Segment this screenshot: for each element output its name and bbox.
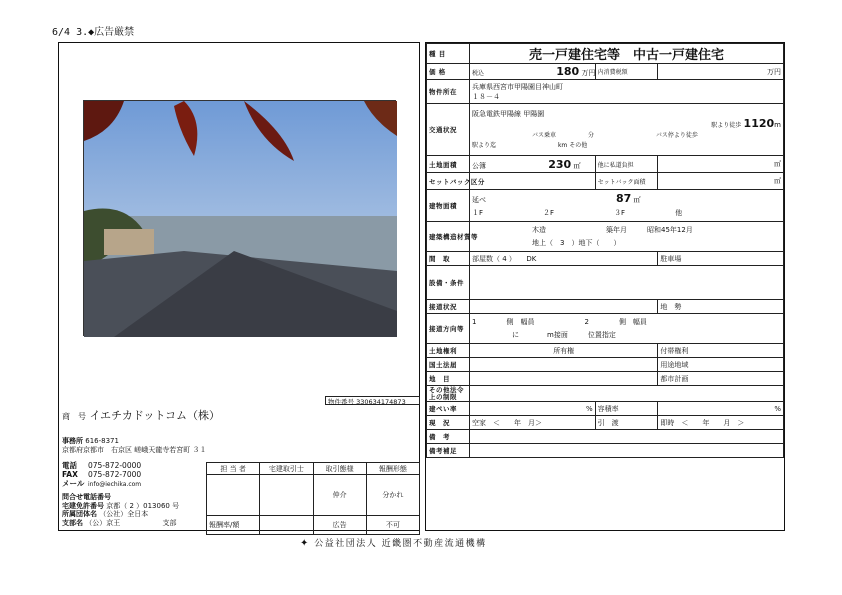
remarks-label: 備 考	[427, 430, 470, 444]
private-road-label: 他に私道負担	[595, 156, 658, 173]
bus-walk: バス停より徒歩	[655, 131, 698, 139]
building-area-label: 建物面積	[427, 190, 470, 222]
bus-label: バス乗車	[532, 131, 557, 139]
walk-label: 駅より徒歩	[711, 121, 742, 129]
license-label: 宅建免許番号	[62, 501, 104, 510]
photo-scene	[84, 101, 397, 337]
price-value: 180	[556, 65, 580, 78]
org-logo-icon: ✦	[300, 538, 310, 549]
ad-label: 広告	[313, 516, 366, 535]
layout-rooms: 部屋数（ 4 ） DK	[470, 252, 658, 266]
fee-label: 報酬形態	[366, 463, 419, 475]
structure-material: 木造	[532, 225, 546, 234]
property-photo	[83, 100, 396, 336]
mail-value: info@iechika.com	[88, 481, 142, 488]
setback-unit: ㎡	[658, 173, 784, 190]
form-label: 宅建取引士	[260, 463, 313, 475]
land-area-value: 230	[548, 157, 572, 171]
equipment-label: 設備・条件	[427, 266, 470, 300]
lease-label: 付帯権利	[658, 344, 784, 358]
road-status-label: 接道状況	[427, 300, 470, 314]
price-prefix: 税込	[472, 70, 485, 77]
fax-value: 075-872-7000	[88, 470, 142, 479]
building-area-cell	[470, 190, 784, 222]
setback-area-label: セットバック面積	[595, 173, 658, 190]
transport-label: 交通状況	[427, 104, 470, 156]
land-right-value: 所有権	[470, 344, 658, 358]
land-area-cell	[470, 156, 596, 173]
bcr-label: 建ぺい率	[427, 402, 470, 416]
city-plan-label: 都市計画	[658, 372, 784, 386]
f3-label: ３F	[614, 208, 626, 217]
year-value: 昭和45年12月	[647, 225, 693, 234]
land-law-label: 国土法届	[427, 358, 470, 372]
mail-label: メール	[62, 479, 85, 488]
tax-label: 内消費税額	[595, 64, 658, 80]
property-details-panel	[425, 42, 785, 531]
branch-value: （公）京王	[85, 518, 121, 527]
bcr-unit: %	[470, 402, 596, 416]
office-address: 京都府京都市 右京区 嵯峨天龍寺若宮町 ３１	[62, 446, 207, 454]
handover-label: 引 渡	[595, 416, 658, 430]
staff-table	[206, 462, 420, 535]
fee-value: 分かれ	[366, 475, 419, 516]
floors-value: 地上（ 3 ）地下（ ）	[532, 238, 621, 247]
page-header: 6/4 3.◆広告厳禁	[52, 27, 135, 38]
far-unit: %	[658, 402, 784, 416]
road-dir-cell	[470, 314, 784, 344]
price-label: 価 格	[427, 64, 470, 80]
branch-suffix: 支部	[162, 518, 177, 527]
remarks2-label: 備考補足	[427, 444, 470, 458]
property-number	[325, 396, 420, 405]
remarks2-value	[470, 444, 784, 458]
location-number: １８－４	[472, 92, 500, 101]
parking-label: 駐車場	[658, 252, 784, 266]
structure-label: 建築構造材質等	[427, 222, 470, 252]
role-label: 取引態様	[313, 463, 366, 475]
road-dir-label: 接道方向等	[427, 314, 470, 344]
handover-value: 即時 ＜ 年 月 ＞	[658, 416, 784, 430]
tel-label: 電話	[62, 461, 77, 470]
price-unit: 万円	[581, 69, 596, 77]
footer-org	[300, 536, 487, 549]
property-number-label: 物件番号	[328, 398, 354, 406]
license-value: 京都（ 2 ）013060 号	[106, 501, 180, 510]
use-zone-label: 用途地域	[658, 358, 784, 372]
year-label: 築年月	[606, 225, 627, 234]
group-label: 所属団体名	[62, 510, 97, 518]
location-cell	[470, 80, 784, 104]
tel-value: 075-872-0000	[88, 461, 142, 470]
land-category-label: 地 目	[427, 372, 470, 386]
transport-line: 阪急電鉄甲陽線 甲陽園	[472, 109, 545, 118]
trade-label: 商 号	[62, 412, 86, 421]
person-label: 担 当 者	[207, 463, 260, 475]
road-side-1-text: 側 幅員	[506, 317, 535, 326]
transport-cell	[470, 104, 784, 156]
office-label: 事務所	[62, 437, 83, 445]
far-label: 容積率	[595, 402, 658, 416]
branch-label: 支部名	[62, 518, 83, 527]
location-address: 兵庫県西宮市甲陽園目神山町	[472, 82, 563, 91]
other-limits-label: その他法令上の制限	[427, 386, 470, 402]
other-limits-value	[470, 386, 784, 402]
km-label: 駅より迄	[472, 141, 497, 149]
other-floor-label: 他	[675, 208, 683, 217]
other-transport: その他	[569, 141, 588, 149]
layout-label: 間 取	[427, 252, 470, 266]
price-cell	[470, 64, 596, 80]
road-touch: に m接面	[512, 330, 568, 339]
postal-code: 616-8371	[85, 437, 119, 445]
reward-label: 報酬率/額	[207, 516, 260, 535]
road-status-value	[470, 300, 658, 314]
land-right-label: 土地権利	[427, 344, 470, 358]
person-value	[207, 475, 260, 516]
private-road-unit: ㎡	[658, 156, 784, 173]
footer-text: 公益社団法人 近畿圏不動産流通機構	[314, 539, 487, 549]
fax-label: FAX	[62, 470, 78, 479]
land-area-type: 公簿	[472, 161, 486, 170]
role-value: 仲介	[313, 475, 366, 516]
equipment-value	[470, 266, 784, 300]
structure-cell	[470, 222, 784, 252]
km-unit: km	[557, 141, 568, 149]
total-unit: ㎡	[633, 195, 641, 204]
tax-unit: 万円	[658, 64, 784, 80]
group-value: （公社）全日本	[99, 510, 149, 518]
trade-name: イエチカドットコム（株）	[89, 409, 220, 422]
setback-value	[470, 173, 596, 190]
total-value: 87	[616, 191, 632, 205]
terrain-label: 地 勢	[658, 300, 784, 314]
road-side-2-text: 側 幅員	[618, 317, 647, 326]
location-label: 物件所在	[427, 80, 470, 104]
total-label: 延べ	[472, 195, 486, 204]
road-spec: 位置指定	[587, 330, 616, 339]
form-value	[260, 475, 313, 516]
bus-unit: 分	[587, 131, 594, 139]
remarks-value	[470, 430, 784, 444]
walk-unit: m	[774, 120, 781, 129]
land-law-value	[470, 358, 658, 372]
f2-label: ２F	[543, 208, 555, 217]
f1-label: １F	[472, 208, 484, 217]
status-label: 現 況	[427, 416, 470, 430]
land-category-value	[470, 372, 658, 386]
ad-value: 不可	[366, 516, 419, 535]
type-label: 種 目	[427, 44, 470, 64]
reward-value	[260, 516, 313, 535]
land-area-unit: ㎡	[573, 161, 581, 170]
setback-label: セットバック区分	[427, 173, 470, 190]
walk-value: 1120	[743, 116, 775, 130]
type-value: 売一戸建住宅等 中古一戸建住宅	[470, 44, 784, 64]
land-area-label: 土地面積	[427, 156, 470, 173]
status-value: 空家 ＜ 年 月＞	[470, 416, 596, 430]
road-side-2: 2	[584, 317, 589, 326]
property-number-value: 330634174873	[356, 398, 406, 406]
road-side-1: 1	[472, 317, 477, 326]
assoc-label: 問合せ電話番号	[62, 493, 111, 501]
